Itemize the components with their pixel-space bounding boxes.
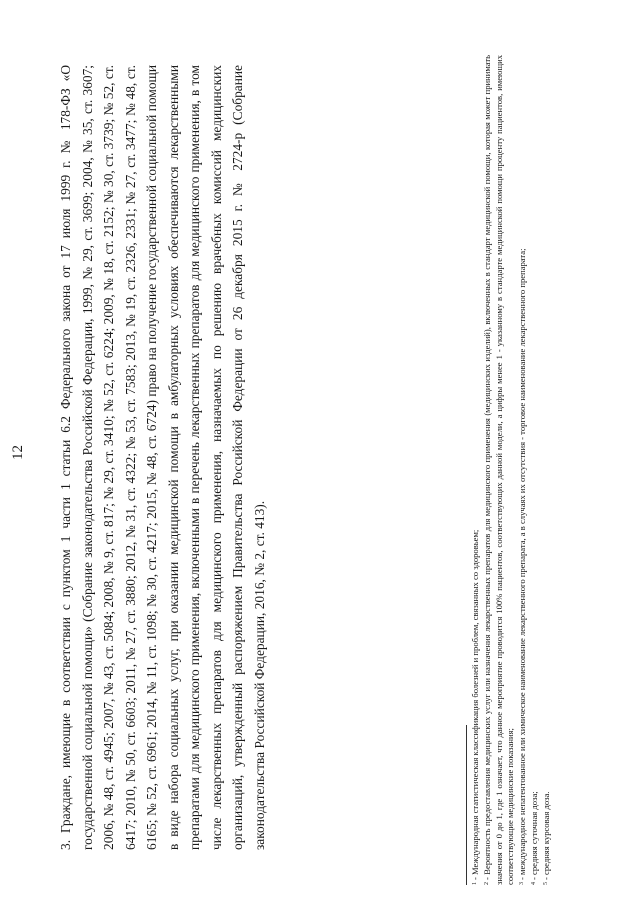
page-number: 12 [10,445,26,460]
footnote-mark: 5 [542,882,549,885]
footnote-text: - Вероятность предоставления медицинских услуг или назначения лекарственных препаратов для медицинского применения (медицинских изделий), включенных в стандарт медицинской помощи, которая может принимать значения от 0 до 1, где 1 означает, что данное мероприятие проводится 100% пациентов, соответствующих данной модели, а цифры менее 1 - указанному в стандарте медицинской помощи проценту пациентов, имеющих соответствующие медицинские показания; [481,55,516,885]
footnote-text: - средняя курсовая доза. [540,791,551,880]
footnote-2 [482,55,517,885]
paragraph-3: 3. Граждане, имеющие в соответствии с пунктом 1 части 1 статьи 6.2 Федерального закона от 17 июля 1999 г. № 178-ФЗ «О государственной социальной помощи» (Собрание законодательства Российской Федерации, 1999, № 29, ст. 3699; 2004, № 35, ст. 3607; 2006, № 48, ст. 4945; 2007, № 43, ст. 5084; 2008, № 9, ст. 817; № 29, ст. 3410; № 52, ст. 6224; 2009, № 18, ст. 2152; № 30, ст. 3739; № 52, ст. 6417; 2010, № 50, ст. 6603; 2011, № 27, ст. 3880; 2012, № 31, ст. 4322; № 53, ст. 7583; 2013, № 19, ст. 2326, 2331; № 27, ст. 3477; № 48, ст. 6165; № 52, ст. 6961; 2014, № 11, ст. 1098; № 30, ст. 4217; 2015, № 48, ст. 6724) право на получение государственной социальной помощи в виде набора социальных услуг, при оказании медицинской помощи в амбулаторных условиях обеспечиваются лекарственными препаратами для медицинского применения, включенными в перечень лекарственных препаратов для медицинского применения, в том числе лекарственных препаратов для медицинского применения, назначаемых по решению врачебных комиссий медицинских организаций, утвержденный распоряжением Правительства Российской Федерации от 26 декабря 2015 г. № 2724-р (Собрание законодательства Российской Федерации, 2016, № 2, ст. 413). [58,65,267,850]
footnote-mark: 2 [483,882,490,885]
footnote-mark: 3 [519,882,526,885]
footnote-3 [517,55,529,885]
footnote-text: - средняя суточная доза; [528,791,539,880]
footnotes [470,55,553,885]
footnote-mark: 4 [530,882,537,885]
main-text [55,65,270,850]
footnote-mark: 1 [472,882,478,885]
footnote-5 [541,55,553,885]
footnote-4 [529,55,541,885]
footnote-text: - международное непатентованное или химическое наименование лекарственного препарата, а в случаях их отсутствия - торговое наименование лекарственного препарата; [517,248,528,880]
footnote-text: - Международная статистическая классификация болезней и проблем, связанных со здоровьем; [470,529,480,880]
footnote-divider [466,725,467,885]
footnote-1 [470,55,482,885]
